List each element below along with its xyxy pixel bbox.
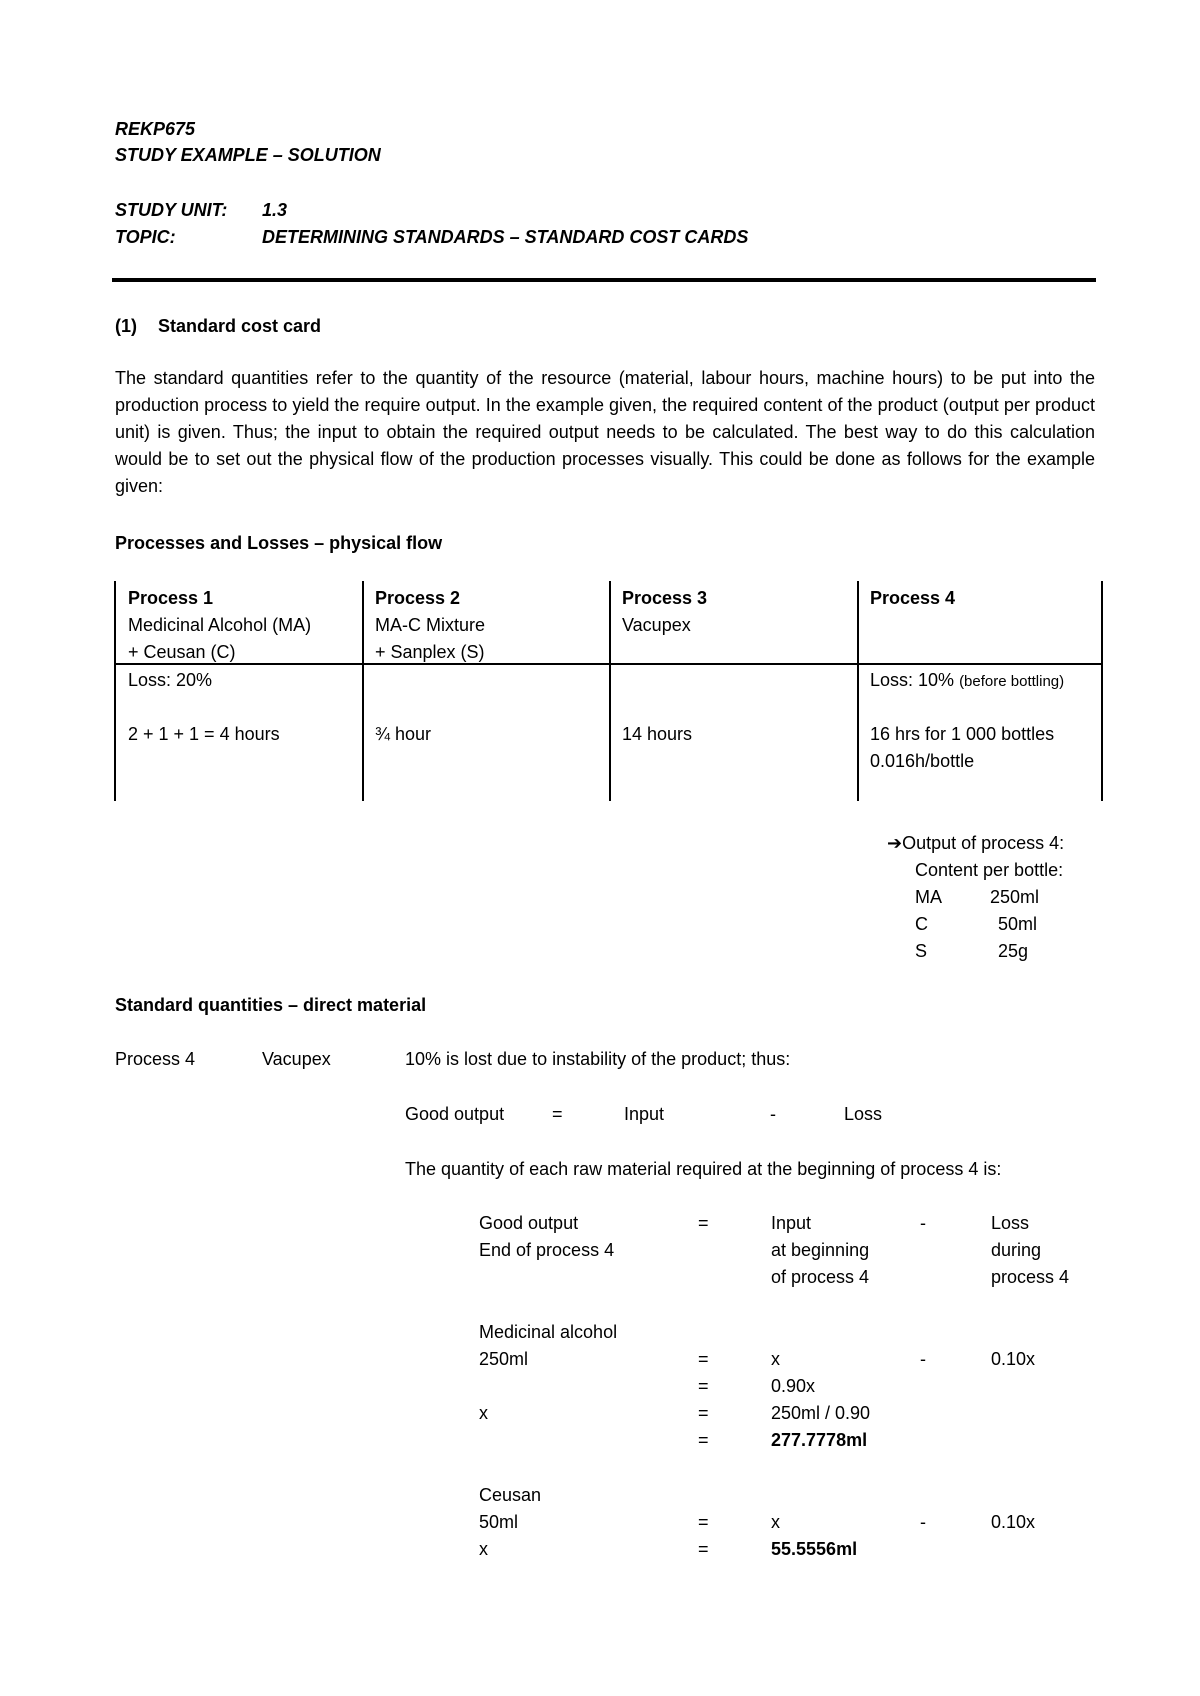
calc-loss: 0.10x [991, 1349, 1036, 1369]
process-title: Process 2 [375, 588, 461, 608]
process-input: Medicinal Alcohol (MA) [128, 615, 312, 635]
equation-minus: - [770, 1104, 776, 1124]
process-loss-note: (before bottling) [959, 673, 1065, 690]
section-title: Standard cost card [158, 316, 322, 336]
process-loss-value: Loss: 10% [870, 670, 960, 690]
calc-right: 250ml / 0.90 [771, 1403, 871, 1423]
equation-input: Input [624, 1104, 665, 1124]
process-input: + Ceusan (C) [128, 642, 236, 662]
calc-left: 250ml [479, 1349, 529, 1369]
calc-left: 50ml [479, 1512, 519, 1532]
calc-equals: = [698, 1512, 709, 1532]
table-divider [362, 581, 364, 801]
calc-equals: = [698, 1376, 709, 1396]
process-input: Vacupex [622, 615, 691, 635]
material-heading: Standard quantities – direct material [115, 995, 427, 1015]
flow-heading: Processes and Losses – physical flow [115, 533, 443, 553]
col-input: at beginning [771, 1240, 870, 1260]
process-loss [870, 667, 1064, 695]
col-minus: - [920, 1213, 926, 1233]
quantity-statement: The quantity of each raw material required at the beginning of process 4 is: [405, 1159, 1002, 1179]
calc-minus: - [920, 1512, 926, 1532]
equation-good-output: Good output [405, 1104, 505, 1124]
process-time: 16 hrs for 1 000 bottles [870, 724, 1055, 744]
process-input: + Sanplex (S) [375, 642, 485, 662]
header-divider [112, 278, 1096, 282]
calc-left: x [479, 1403, 488, 1423]
calc-left: x [479, 1539, 488, 1559]
calc-result: 277.7778ml [771, 1430, 868, 1450]
col-input: of process 4 [771, 1267, 870, 1287]
col-equals: = [698, 1213, 709, 1233]
study-unit-label: STUDY UNIT: [115, 200, 228, 220]
table-border [1101, 581, 1103, 801]
process-time: 14 hours [622, 724, 693, 744]
process-time: 2 + 1 + 1 = 4 hours [128, 724, 280, 744]
output-item-name: MA [915, 887, 942, 907]
document-code: REKP675 [115, 119, 196, 139]
document-subtitle: STUDY EXAMPLE – SOLUTION [115, 145, 381, 165]
table-divider [857, 581, 859, 801]
calc-minus: - [920, 1349, 926, 1369]
topic-label: TOPIC: [115, 227, 176, 247]
arrow-right-icon: ➔ [887, 833, 903, 853]
col-input: Input [771, 1213, 812, 1233]
material-statement: 10% is lost due to instability of the product; thus: [405, 1049, 791, 1069]
process-title: Process 1 [128, 588, 214, 608]
equation-equals: = [552, 1104, 563, 1124]
material-process: Process 4 [115, 1049, 196, 1069]
process-table [114, 581, 1103, 801]
calc-right: x [771, 1349, 780, 1369]
col-good-output: Good output [479, 1213, 579, 1233]
output-item-value: 25g [998, 941, 1029, 961]
calc-equals: = [698, 1539, 709, 1559]
study-unit-value: 1.3 [262, 200, 288, 220]
output-item-name: C [915, 914, 928, 934]
calc-equals: = [698, 1349, 709, 1369]
calc-result: 55.5556ml [771, 1539, 858, 1559]
col-loss: during [991, 1240, 1042, 1260]
process-input: MA-C Mixture [375, 615, 486, 635]
process-title: Process 3 [622, 588, 708, 608]
output-item-name: S [915, 941, 928, 961]
col-good-output: End of process 4 [479, 1240, 615, 1260]
material-name: Ceusan [479, 1485, 542, 1505]
equation-loss: Loss [844, 1104, 883, 1124]
output-heading-text: Output of process 4: [902, 833, 1065, 853]
output-item-value: 50ml [998, 914, 1038, 934]
calc-equals: = [698, 1403, 709, 1423]
table-divider [609, 581, 611, 801]
output-subheading: Content per bottle: [915, 860, 1064, 880]
calc-right: 0.90x [771, 1376, 816, 1396]
table-border [114, 581, 116, 801]
table-row-divider [114, 663, 1103, 665]
process-time: ¾ hour [375, 724, 432, 744]
process-loss: Loss: 20% [128, 670, 213, 690]
intro-paragraph: The standard quantities refer to the quantity of the resource (material, labour hours, machine hours) to be put into the production process to yield the require output. In the example given, the required content of the product (output per product unit) is given. Thus; the input to obtain the required output needs to be calculated. The best way to do this calculation would be to set out the physical flow of the production processes visually. This could be done as follows for the example given: [115, 368, 1095, 496]
col-loss: Loss [991, 1213, 1030, 1233]
section-number: (1) [115, 316, 137, 336]
material-item: Vacupex [262, 1049, 331, 1069]
calc-loss: 0.10x [991, 1512, 1036, 1532]
process-title: Process 4 [870, 588, 956, 608]
topic-value: DETERMINING STANDARDS – STANDARD COST CARDS [262, 227, 749, 247]
material-name: Medicinal alcohol [479, 1322, 618, 1342]
output-heading [887, 831, 1064, 855]
col-loss: process 4 [991, 1267, 1070, 1287]
process-time-per-bottle: 0.016h/bottle [870, 751, 975, 771]
calc-equals: = [698, 1430, 709, 1450]
calc-right: x [771, 1512, 780, 1532]
output-item-value: 250ml [990, 887, 1040, 907]
